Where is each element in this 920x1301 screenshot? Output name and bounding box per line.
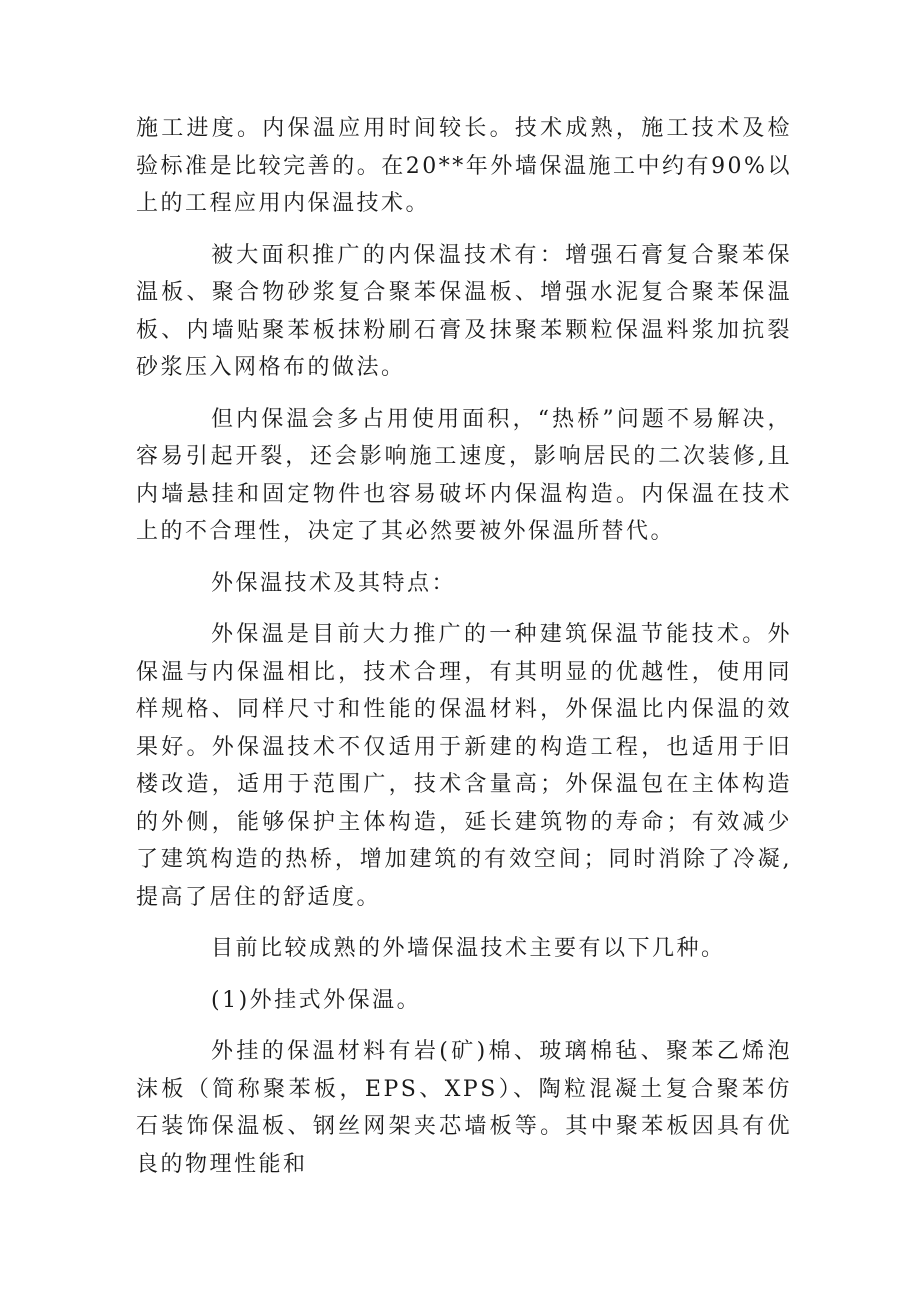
paragraph-hanging-materials: 外挂的保温材料有岩(矿)棉、玻璃棉毡、聚苯乙烯泡沫板（简称聚苯板，EPS、XPS）、陶粒混凝土复合聚苯仿石装饰保温板、钢丝网架夹芯墙板等。其中聚苯板因具有优良的物理性能和 bbox=[136, 1039, 792, 1177]
list-item-hanging-external-insulation: (1)外挂式外保温。 bbox=[211, 987, 422, 1013]
paragraph-external-insulation-advantages: 外保温是目前大力推广的一种建筑保温节能技术。外保温与内保温相比，技术合理，有其明显的优越性，使用同样规格、同样尺寸和性能的保温材料，外保温比内保温的效果好。外保温技术不仅适用于新建的构造工程，也适用于旧楼改造，适用于范围广，技术含量高；外保温包在主体构造的外侧，能够保护主体构造，延长建筑物的寿命；有效减少了建筑构造的热桥，增加建筑的有效空间；同时消除了冷凝,提高了居住的舒适度。 bbox=[136, 622, 792, 910]
paragraph-mature-techniques-intro: 目前比较成熟的外墙保温技术主要有以下几种。 bbox=[211, 936, 726, 961]
paragraph-internal-insulation-drawbacks: 但内保温会多占用使用面积，“热桥”问题不易解决，容易引起开裂，还会影响施工速度，影响居民的二次装修,且内墙悬挂和固定物件也容易破坏内保温构造。内保温在技术上的不合理性，决定了其必然要被外保温所替代。 bbox=[136, 406, 792, 544]
paragraph-internal-insulation-types: 被大面积推广的内保温技术有：增强石膏复合聚苯保温板、聚合物砂浆复合聚苯保温板、增强水泥复合聚苯保温板、内墙贴聚苯板抹粉刷石膏及抹聚苯颗粒保温料浆加抗裂砂浆压入网格布的做法。 bbox=[136, 242, 792, 380]
document-body bbox=[136, 110, 792, 1197]
section-heading-external-insulation: 外保温技术及其特点： bbox=[211, 570, 457, 596]
paragraph-continuation: 施工进度。内保温应用时间较长。技术成熟，施工技术及检验标准是比较完善的。在20**年外墙保温施工中约有90%以上的工程应用内保温技术。 bbox=[136, 116, 792, 216]
